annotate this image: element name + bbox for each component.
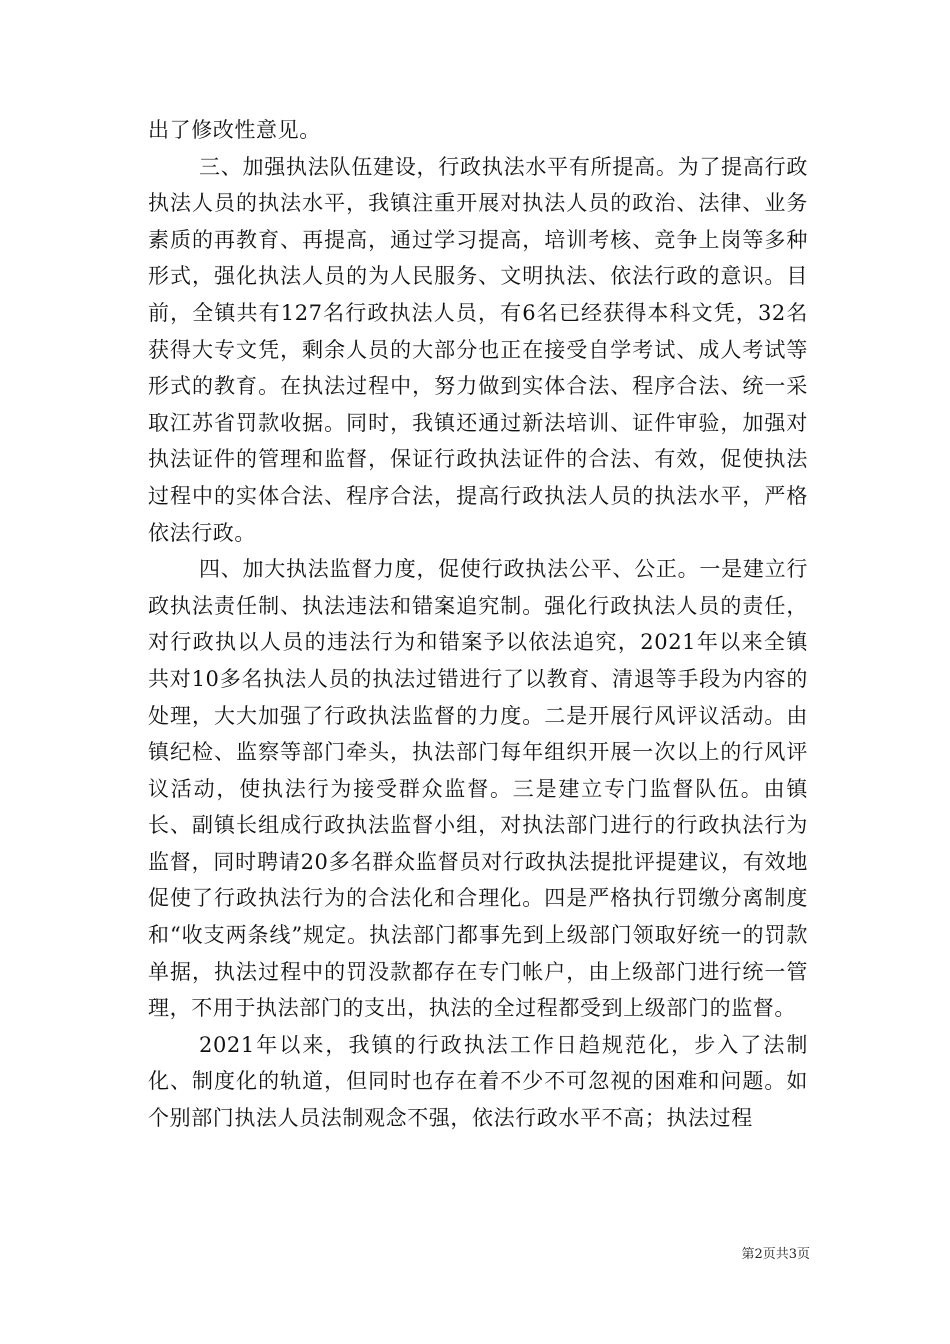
paragraph-continuation: 出了修改性意见。 bbox=[148, 118, 321, 142]
paragraph-section-three: 三、加强执法队伍建设，行政执法水平有所提高。为了提高行政执法人员的执法水平，我镇注重开展对执法人员的政治、法律、业务素质的再教育、再提高，通过学习提高，培训考核、竞争上岗等多种形式，强化执法人员的为人民服务、文明执法、依法行政的意识。目前，全镇共有127名行政执法人员，有6名已经获得本科文凭，32名获得大专文凭，剩余人员的大部分也正在接受自学考试、成人考试等形式的教育。在执法过程中，努力做到实体合法、程序合法、统一采取江苏省罚款收据。同时，我镇还通过新法培训、证件审验，加强对执法证件的管理和监督，保证行政执法证件的合法、有效，促使执法过程中的实体合法、程序合法，提高行政执法人员的执法水平，严格依法行政。 bbox=[148, 154, 808, 545]
paragraph-problems: 2021年以来，我镇的行政执法工作日趋规范化，步入了法制化、制度化的轨道，但同时也存在着不少不可忽视的困难和问题。如个别部门执法人员法制观念不强，依法行政水平不高；执法过程 bbox=[148, 1032, 808, 1131]
document-body bbox=[148, 112, 808, 1137]
page-number-footer: 第2页共3页 bbox=[741, 1247, 810, 1262]
paragraph-section-four: 四、加大执法监督力度，促使行政执法公平、公正。一是建立行政执法责任制、执法违法和错案追究制。强化行政执法人员的责任，对行政执以人员的违法行为和错案予以依法追究，2021年以来全镇共对10多名执法人员的执法过错进行了以教育、清退等手段为内容的处理，大大加强了行政执法监督的力度。二是开展行风评议活动。由镇纪检、监察等部门牵头，执法部门每年组织开展一次以上的行风评议活动，使执法行为接受群众监督。三是建立专门监督队伍。由镇长、副镇长组成行政执法监督小组，对执法部门进行的行政执法行为监督，同时聘请20多名群众监督员对行政执法提批评提建议，有效地促使了行政执法行为的合法化和合理化。四是严格执行罚缴分离制度和“收支两条线”规定。执法部门都事先到上级部门领取好统一的罚款单据，执法过程中的罚没款都存在专门帐户，由上级部门进行统一管理，不用于执法部门的支出，执法的全过程都受到上级部门的监督。 bbox=[148, 557, 808, 1021]
